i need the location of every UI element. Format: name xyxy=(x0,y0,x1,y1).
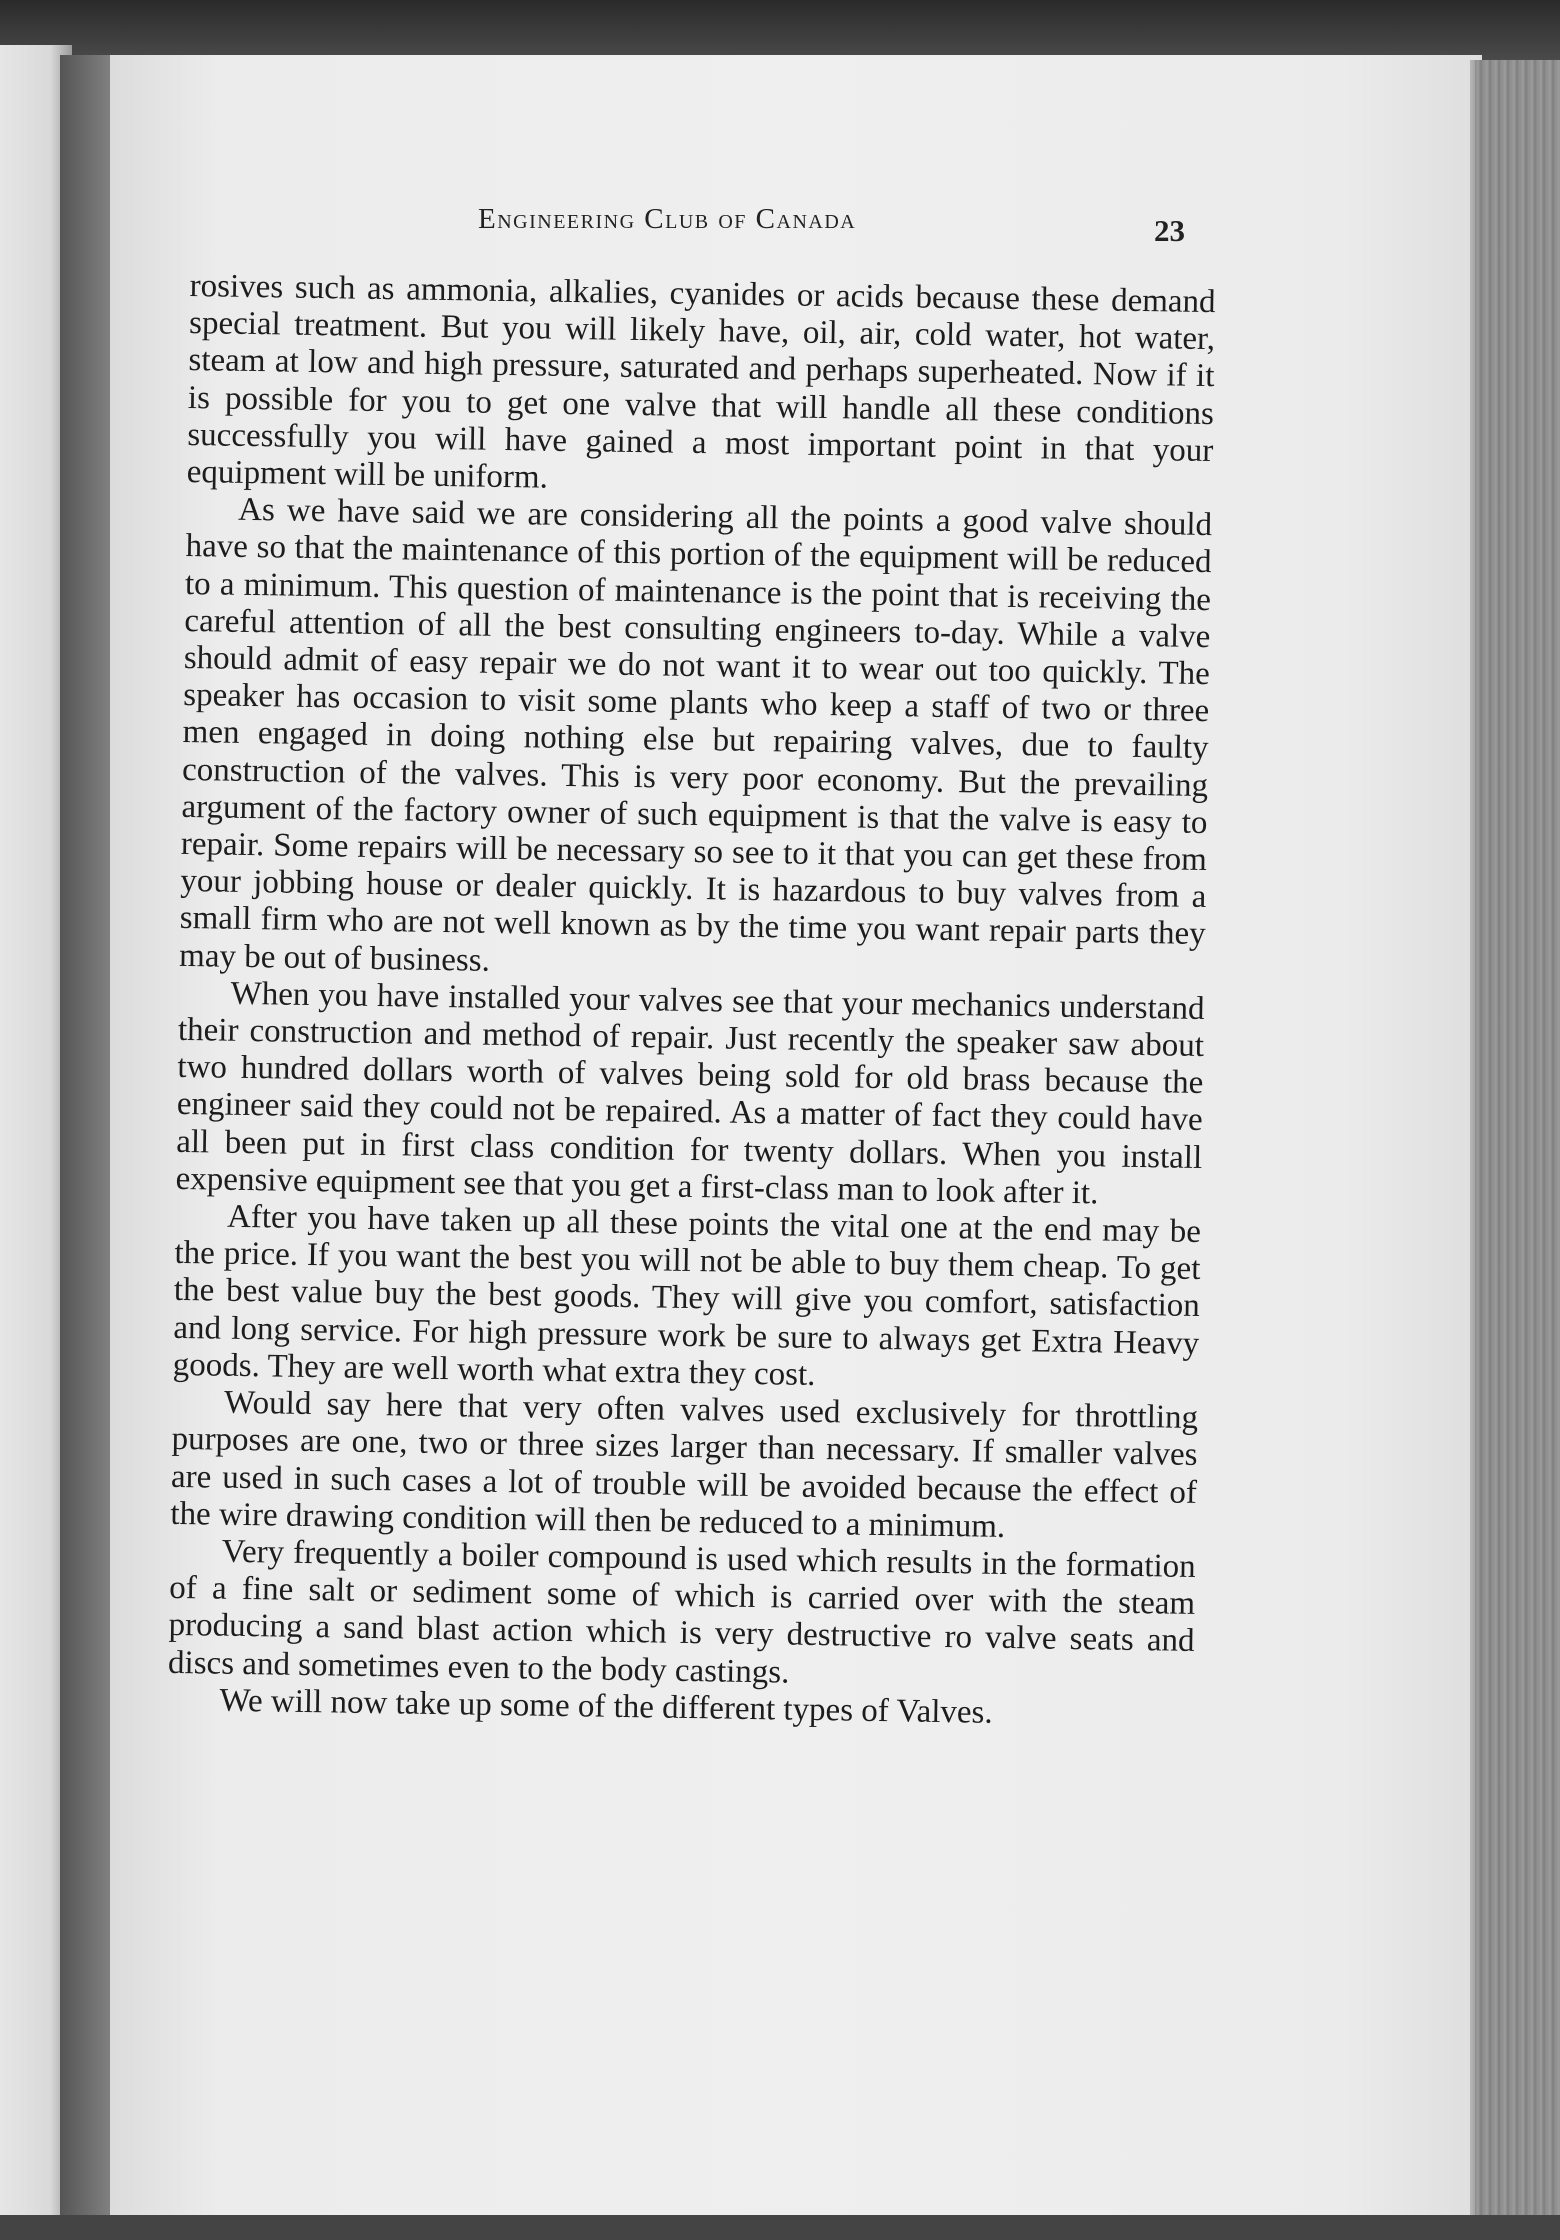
paragraph: rosives such as ammonia, alkalies, cyanides or acids because these demand special treatment. But you will likely have, oil, air, cold water, hot water, steam at low and high pressure, saturated and perhaps superheated. Now if it is possible for you to get one valve that will handle all these conditions successfully you will have gained a most important point in that your equipment will be uniform. xyxy=(186,268,1216,496)
paragraph: As we have said we are considering all the points a good valve should have so that the maintenance of this portion of the equipment will be reduced to a minimum. This question of maintenance is the point that is receiving the careful attention of all the best consulting engineers to-day. While a valve should admit of easy repair we do not want it to wear out too quickly. The speaker has occasion to visit some plants who keep a staff of two or three men engaged in doing nothing else but repairing valves, due to faulty construction of the valves. This is very poor economy. But the prevailing argument of the factory owner of such equipment is that the valve is easy to repair. Some repairs will be necessary so see to it that you can get these from your jobbing house or dealer quickly. It is hazardous to buy valves from a small firm who are not well known as by the time you want repair parts they may be out of business. xyxy=(178,492,1213,979)
scan-top-shadow xyxy=(0,0,1560,60)
paragraph: After you have taken up all these points the vital one at the end may be the price. If you want the best you will not be able to buy them cheap. To get the best value buy the best goods. They will give you comfort, satisfaction and long service. For high pressure work be sure to always get Extra Heavy goods. They are well worth what extra they cost. xyxy=(172,1198,1202,1393)
paragraph: Would say here that very often valves used exclusively for throttling purposes are one, two or three sizes larger than necessary. If smaller valves are used in such cases a lot of trouble will be avoided because the effect of the wire drawing condition will then be reduced to a minimum. xyxy=(170,1384,1199,1545)
body-text xyxy=(167,268,1216,1735)
stacked-page-edges xyxy=(1475,60,1560,2240)
page-number: 23 xyxy=(1154,213,1185,248)
paragraph: Very frequently a boiler compound is used which results in the formation of a fine salt or sediment some of which is carried over with the steam producing a sand blast action which is very destructive ro valve seats and discs and sometimes even to the body castings. xyxy=(167,1533,1197,1691)
paragraph: We will now take up some of the different types of Valves. xyxy=(219,1682,993,1731)
paragraph: When you have installed your valves see that your mechanics understand their construction and method of repair. Just recently the speaker saw about two hundred dollars worth of valves being sold for old brass because the engineer said they could not be repaired. As a matter of fact they could have all been put in first class condition for twenty dollars. When you install expensive equipment see that you get a first-class man to look after it. xyxy=(175,975,1205,1212)
running-head-title: Engineering Club of Canada xyxy=(478,203,857,235)
scan-bottom-shadow xyxy=(0,2215,1560,2240)
